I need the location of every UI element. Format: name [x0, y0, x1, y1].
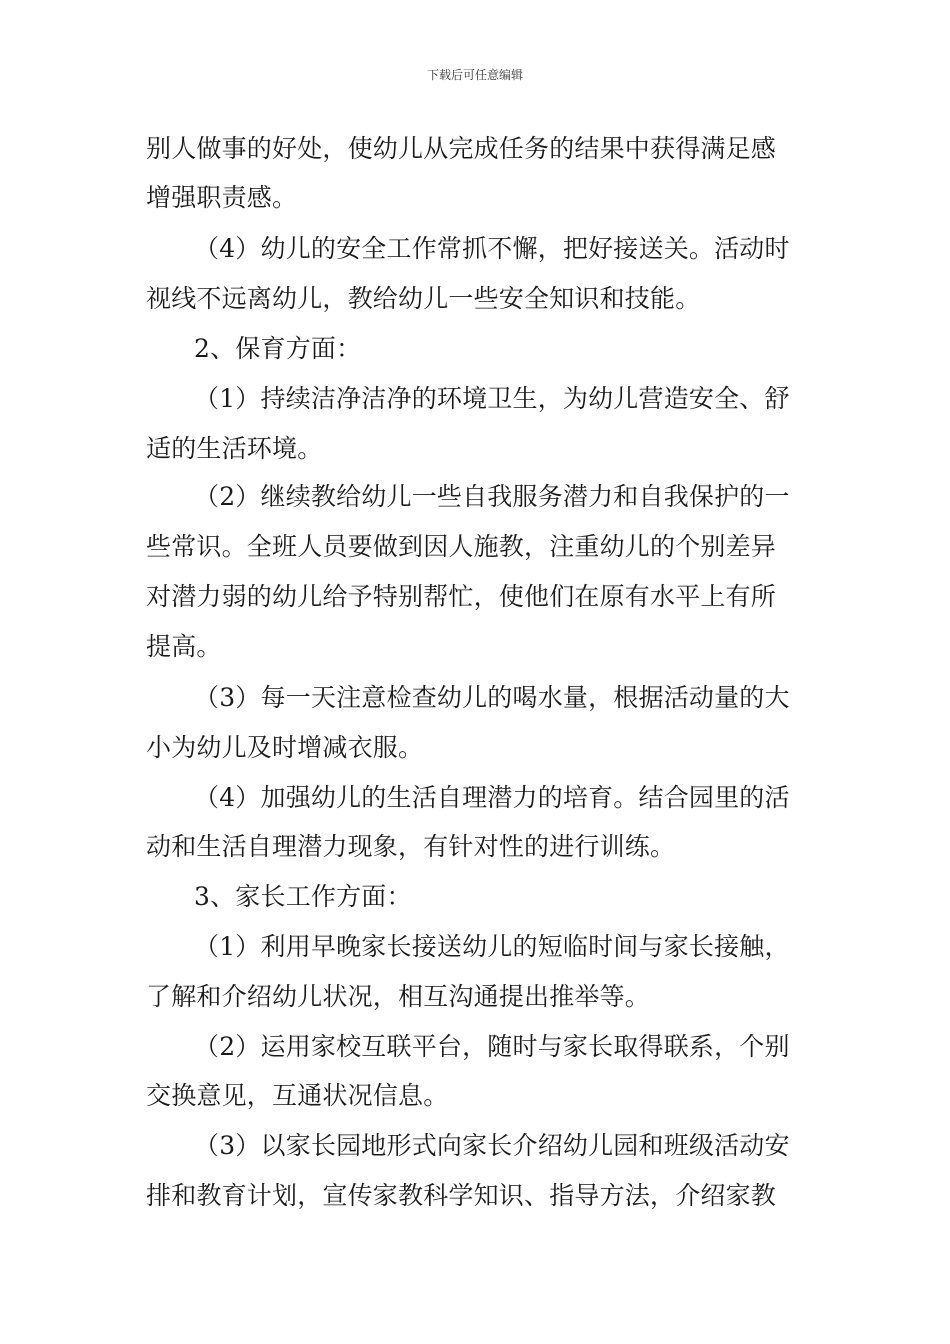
text-line: 提高。	[146, 632, 222, 661]
text-line: 了解和介绍幼儿状况，相互沟通提出推举等。	[146, 982, 651, 1011]
text-line: 增强职责感。	[146, 183, 298, 212]
text-line: （3）以家长园地形式向家长介绍幼儿园和班级活动安	[194, 1131, 790, 1160]
text-line: （4）幼儿的安全工作常抓不懈，把好接送关。活动时	[194, 234, 790, 263]
section-heading: 2、保育方面：	[194, 334, 362, 363]
text-line: 视线不远离幼儿，教给幼儿一些安全知识和技能。	[146, 284, 701, 313]
page-header: 下载后可任意编辑	[426, 68, 523, 82]
text-line: （2）运用家校互联平台，随时与家长取得联系，个别	[194, 1032, 790, 1061]
section-heading: 3、家长工作方面：	[194, 882, 412, 911]
text-line: 对潜力弱的幼儿给予特别帮忙，使他们在原有水平上有所	[146, 582, 777, 611]
text-line: （3）每一天注意检查幼儿的喝水量，根据活动量的大	[194, 683, 790, 712]
text-line: （1）利用早晚家长接送幼儿的短临时间与家长接触，	[194, 932, 790, 961]
text-line: 动和生活自理潜力现象，有针对性的进行训练。	[146, 832, 676, 861]
text-line: （4）加强幼儿的生活自理潜力的培育。结合园里的活	[194, 783, 790, 812]
text-line: 别人做事的好处，使幼儿从完成任务的结果中获得满足感	[146, 134, 777, 163]
text-line: 适的生活环境。	[146, 434, 323, 463]
text-line: 些常识。全班人员要做到因人施教，注重幼儿的个别差异	[146, 532, 777, 561]
text-line: （2）继续教给幼儿一些自我服务潜力和自我保护的一	[194, 482, 790, 511]
text-line: 小为幼儿及时增减衣服。	[146, 733, 424, 762]
text-line: （1）持续洁净洁净的环境卫生，为幼儿营造安全、舒	[194, 384, 790, 413]
text-line: 交换意见，互通状况信息。	[146, 1081, 449, 1110]
text-line: 排和教育计划，宣传家教科学知识、指导方法，介绍家教	[146, 1181, 777, 1210]
